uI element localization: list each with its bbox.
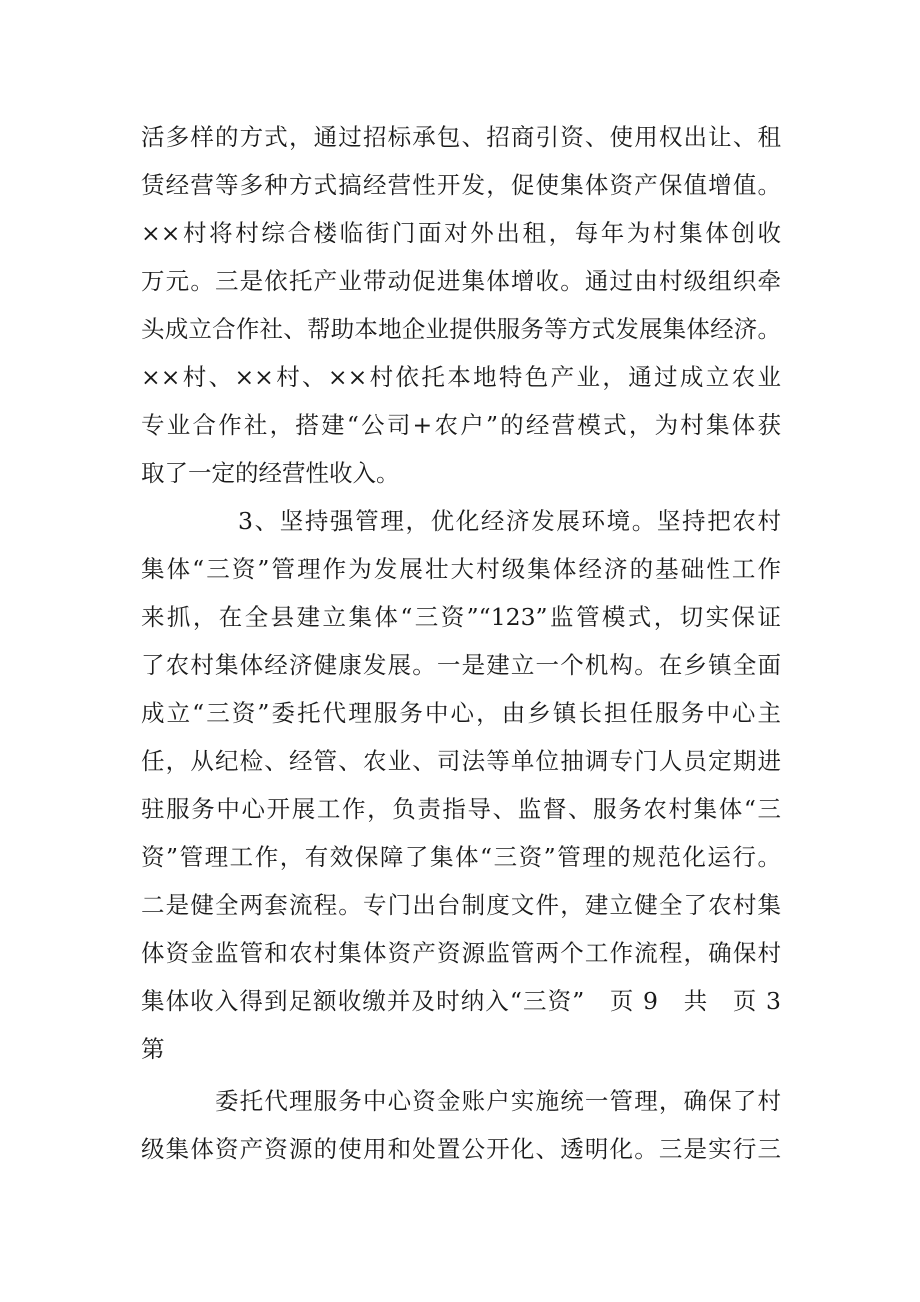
text-line: ××村、××村、××村依托本地特色产业，通过成立农业 (141, 363, 781, 391)
text-line: 了农村集体经济健康发展。一是建立一个机构。在乡镇全面 (141, 651, 781, 679)
page-footer-suffix: 第 (141, 1035, 165, 1063)
text-line: 专业合作社，搭建“公司+农户”的经营模式，为村集体获 (141, 411, 781, 439)
text-line: 驻服务中心开展工作，负责指导、监督、服务农村集体“三 (141, 795, 781, 823)
text-line: 集体“三资”管理作为发展壮大村级集体经济的基础性工作 (141, 555, 781, 583)
text-line: 赁经营等多种方式搞经营性开发，促使集体资产保值增值。 (141, 171, 781, 199)
text-line: 万元。三是依托产业带动促进集体增收。通过由村级组织牵 (141, 267, 781, 295)
text-line: ××村将村综合楼临街门面对外出租，每年为村集体创收 (141, 219, 781, 247)
text-line: 委托代理服务中心资金账户实施统一管理，确保了村 (215, 1087, 781, 1115)
text-line: 活多样的方式，通过招标承包、招商引资、使用权出让、租 (141, 123, 781, 151)
text-line: 体资金监管和农村集体资产资源监管两个工作流程，确保村 (141, 939, 781, 967)
text-line: 来抓，在全县建立集体“三资”“123”监管模式，切实保证 (141, 603, 781, 631)
text-line: 成立“三资”委托代理服务中心，由乡镇长担任服务中心主 (141, 699, 781, 727)
text-line: 任，从纪检、经管、农业、司法等单位抽调专门人员定期进 (141, 747, 781, 775)
text-line: 级集体资产资源的使用和处置公开化、透明化。三是实行三 (141, 1135, 781, 1163)
page-footer-line: 集体收入得到足额收缴并及时纳入“三资” 页 9 共 页 3 (141, 987, 781, 1015)
text-line: 二是健全两套流程。专门出台制度文件，建立健全了农村集 (141, 891, 781, 919)
text-line: 资”管理工作，有效保障了集体“三资”管理的规范化运行。 (141, 843, 781, 871)
section-heading-line: 3、坚持强管理，优化经济发展环境。坚持把农村 (238, 507, 781, 535)
text-line: 头成立合作社、帮助本地企业提供服务等方式发展集体经济。 (141, 315, 781, 343)
text-line: 取了一定的经营性收入。 (141, 459, 400, 487)
